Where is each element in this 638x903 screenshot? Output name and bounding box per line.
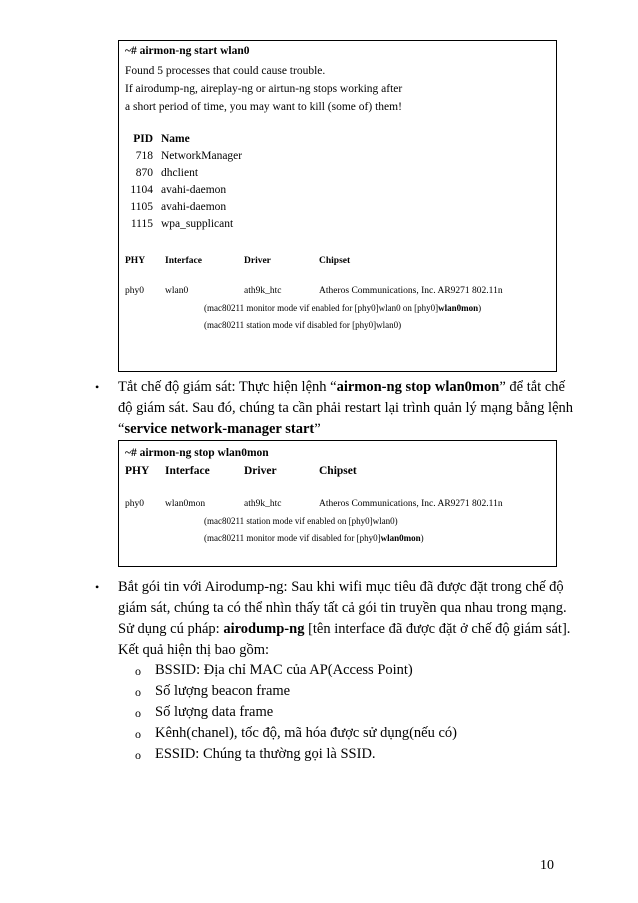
mode-note: (mac80211 station mode vif disabled for [phy0]wlan0) [204,320,402,330]
interface-header: Interface [165,256,202,266]
sub-list-item: Số lượng data frame [155,704,274,720]
process-row [125,148,242,165]
driver-header: Driver [244,465,277,477]
pid: 870 [135,167,153,179]
terminal-output-stop [118,440,557,567]
paragraph-line: Tắt chế độ giám sát: Thực hiện lệnh “airmon-ng stop wlan0mon” để tắt chế [118,379,565,395]
pid: 718 [135,150,153,162]
pid-header: PID [133,133,153,145]
process-name: avahi-daemon [161,184,227,196]
process-name: dhclient [161,167,199,179]
output-line: a short period of time, you may want to kill (some of) them! [125,101,402,113]
phy-value: phy0 [125,499,144,509]
sub-bullet-icon: o [135,727,141,741]
driver-value: ath9k_htc [244,286,282,296]
phy-value: phy0 [125,286,144,296]
process-row [125,165,198,182]
pid: 1115 [130,218,153,230]
bullet-icon: • [95,380,100,394]
process-name: NetworkManager [161,150,243,162]
interface-header: Interface [165,465,210,477]
driver-value: ath9k_htc [244,499,282,509]
process-table-header [125,131,190,148]
phy-header: PHY [125,256,146,266]
output-line: Found 5 processes that could cause trouble. [125,65,326,77]
sub-list-item: ESSID: Chúng ta thường gọi là SSID. [155,746,376,762]
mode-note: (mac80211 monitor mode vif enabled for [phy0]wlan0 on [phy0]wlan0mon) [204,303,482,313]
sub-list-item: BSSID: Địa chỉ MAC của AP(Access Point) [155,662,413,678]
bullet-icon: • [95,580,100,594]
process-name: avahi-daemon [161,201,227,213]
sub-list-item: Kênh(chanel), tốc độ, mã hóa được sử dụng(nếu có) [155,725,458,741]
terminal-output-start [118,40,557,372]
interface-value: wlan0 [165,286,189,296]
mode-note: (mac80211 station mode vif enabled on [phy0]wlan0) [204,516,398,526]
chipset-header: Chipset [319,256,351,266]
sub-bullet-icon: o [135,664,141,678]
process-name: wpa_supplicant [161,218,234,230]
mode-note: (mac80211 monitor mode vif disabled for [phy0]wlan0mon) [204,533,424,543]
sub-list-item: Số lượng beacon frame [155,683,291,699]
paragraph-line: giám sát, chúng ta có thể nhìn thấy tất cả gói tin truyền qua nhau trong mạng. [118,600,567,616]
process-row [125,216,233,233]
chipset-value: Atheros Communications, Inc. AR9271 802.11n [319,499,503,509]
command-line: ~# airmon-ng start wlan0 [125,45,250,57]
process-row [125,199,226,216]
command-line: ~# airmon-ng stop wlan0mon [125,447,269,459]
pid: 1105 [130,201,153,213]
paragraph-line: Sử dụng cú pháp: airodump-ng [tên interface đã được đặt ở chế độ giám sát]. [118,621,571,637]
chipset-header: Chipset [319,465,357,477]
interface-value: wlan0mon [165,499,206,509]
output-line: If airodump-ng, aireplay-ng or airtun-ng stops working after [125,83,403,95]
driver-header: Driver [244,256,271,266]
paragraph-line: độ giám sát. Sau đó, chúng ta cần phải restart lại trình quản lý mạng bằng lệnh [118,400,574,416]
paragraph-line: “service network-manager start” [118,421,321,437]
phy-header: PHY [125,465,150,477]
process-row [125,182,226,199]
paragraph-line: Kết quả hiện thị bao gồm: [118,642,270,658]
sub-bullet-icon: o [135,748,141,762]
chipset-value: Atheros Communications, Inc. AR9271 802.11n [319,286,503,296]
paragraph-line: Bắt gói tin với Airodump-ng: Sau khi wifi mục tiêu đã được đặt trong chế độ [118,579,564,595]
pid: 1104 [130,184,153,196]
page-number: 10 [540,858,554,873]
name-header: Name [161,133,190,145]
sub-bullet-icon: o [135,685,141,699]
sub-bullet-icon: o [135,706,141,720]
